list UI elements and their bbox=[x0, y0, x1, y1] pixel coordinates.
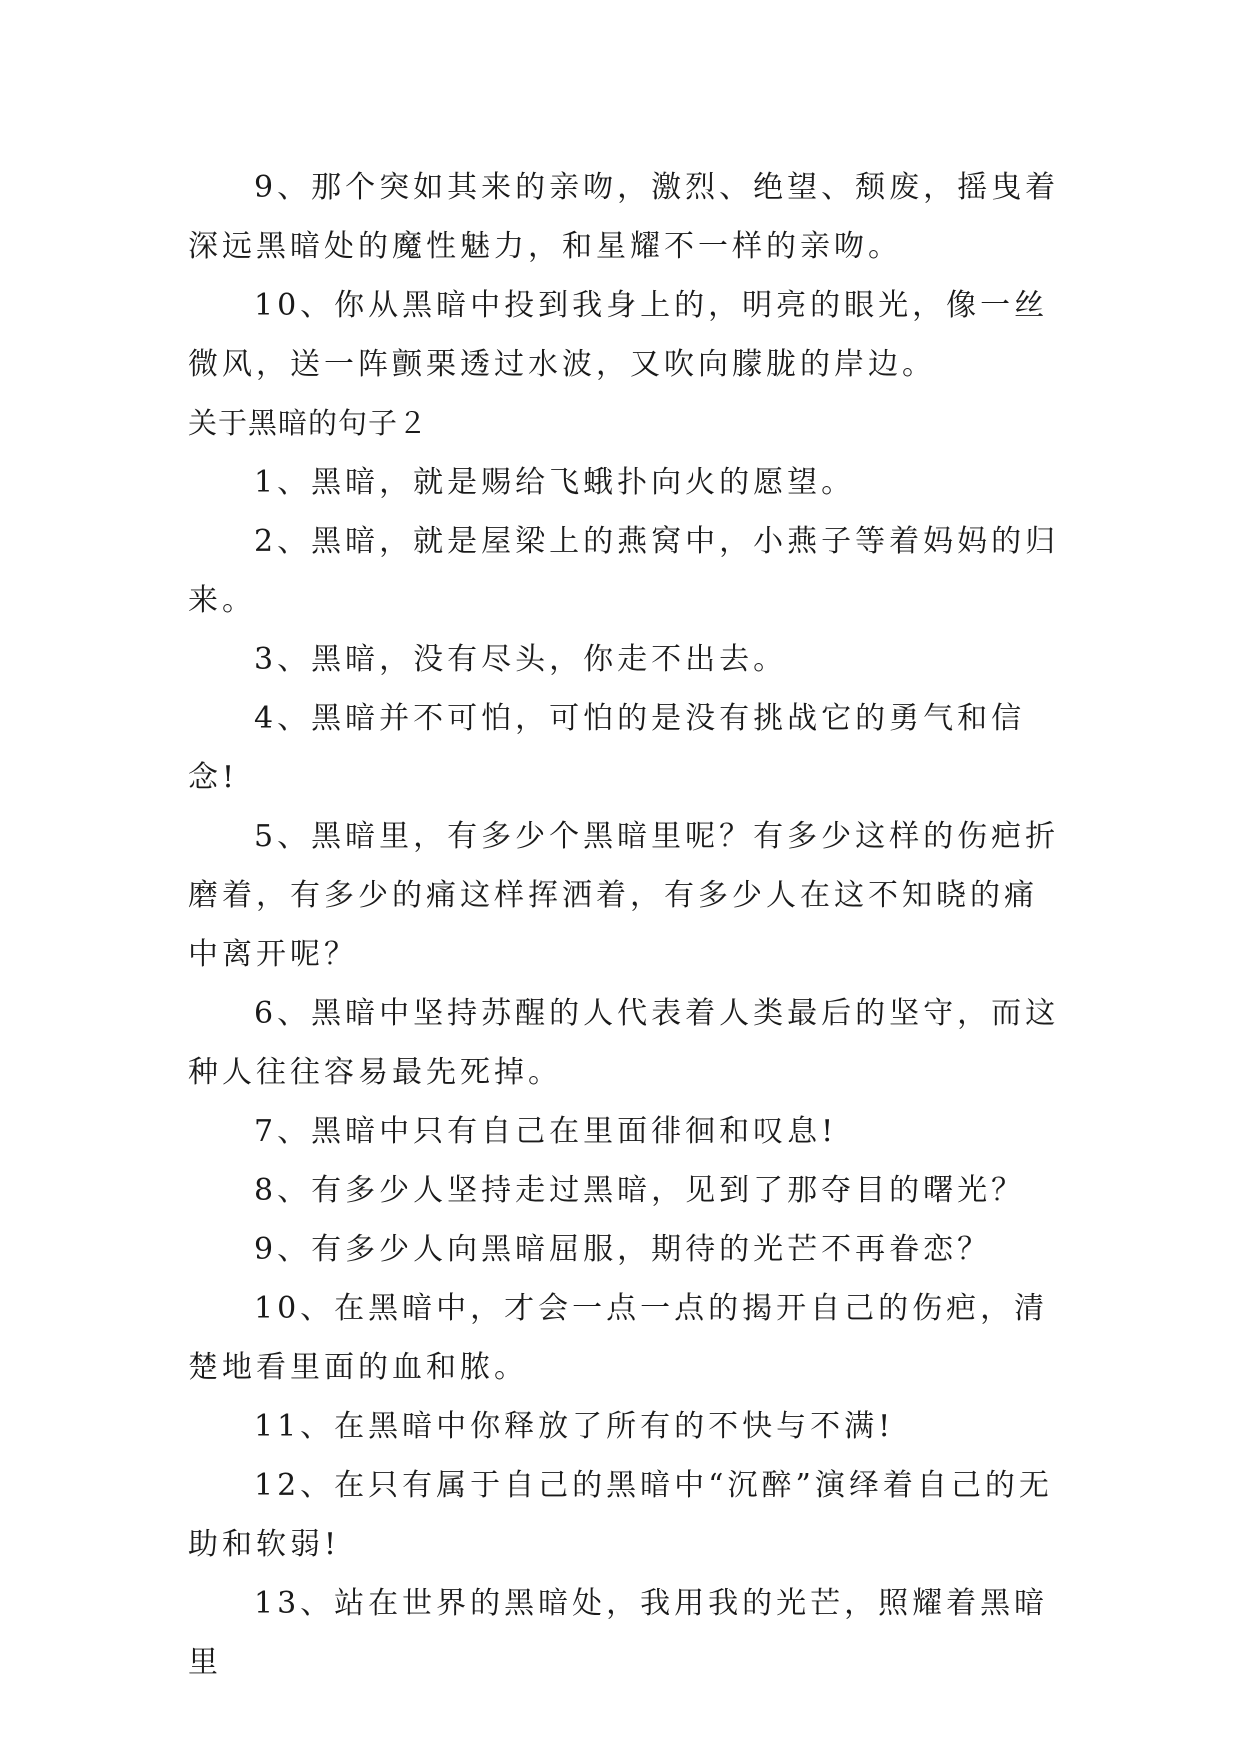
paragraph: 11、在黑暗中你释放了所有的不快与不满! bbox=[254, 1409, 895, 1444]
paragraph: 9、有多少人向黑暗屈服，期待的光芒不再眷恋？ bbox=[254, 1232, 992, 1267]
paragraph: 6、黑暗中坚持苏醒的人代表着人类最后的坚守，而这种人往往容易最先死掉。 bbox=[188, 996, 1060, 1090]
paragraph: 4、黑暗并不可怕，可怕的是没有挑战它的勇气和信念! bbox=[188, 701, 1026, 795]
document-body bbox=[188, 158, 1068, 1692]
paragraph: 1、黑暗，就是赐给飞蛾扑向火的愿望。 bbox=[254, 465, 856, 500]
paragraph: 3、黑暗，没有尽头，你走不出去。 bbox=[254, 642, 788, 677]
paragraph: 13、站在世界的黑暗处，我用我的光芒，照耀着黑暗里 bbox=[188, 1586, 1049, 1680]
paragraph: 2、黑暗，就是屋梁上的燕窝中，小燕子等着妈妈的归来。 bbox=[188, 524, 1060, 618]
section-heading: 关于黑暗的句子２ bbox=[188, 406, 429, 440]
paragraph: 5、黑暗里，有多少个黑暗里呢？有多少这样的伤疤折磨着，有多少的痛这样挥洒着，有多少人在这不知晓的痛中离开呢？ bbox=[188, 819, 1060, 972]
paragraph: 8、有多少人坚持走过黑暗，见到了那夺目的曙光？ bbox=[254, 1173, 1026, 1208]
paragraph: 10、你从黑暗中投到我身上的，明亮的眼光，像一丝微风，送一阵颤栗透过水波，又吹向朦胧的岸边。 bbox=[188, 288, 1049, 382]
paragraph: 9、那个突如其来的亲吻，激烈、绝望、颓废，摇曳着深远黑暗处的魔性魅力，和星耀不一样的亲吻。 bbox=[188, 170, 1060, 264]
paragraph: 12、在只有属于自己的黑暗中“沉醉”演绎着自己的无助和软弱! bbox=[188, 1468, 1053, 1562]
paragraph: 10、在黑暗中，才会一点一点的揭开自己的伤疤，清楚地看里面的血和脓。 bbox=[188, 1291, 1049, 1385]
paragraph: 7、黑暗中只有自己在里面徘徊和叹息! bbox=[254, 1114, 838, 1149]
